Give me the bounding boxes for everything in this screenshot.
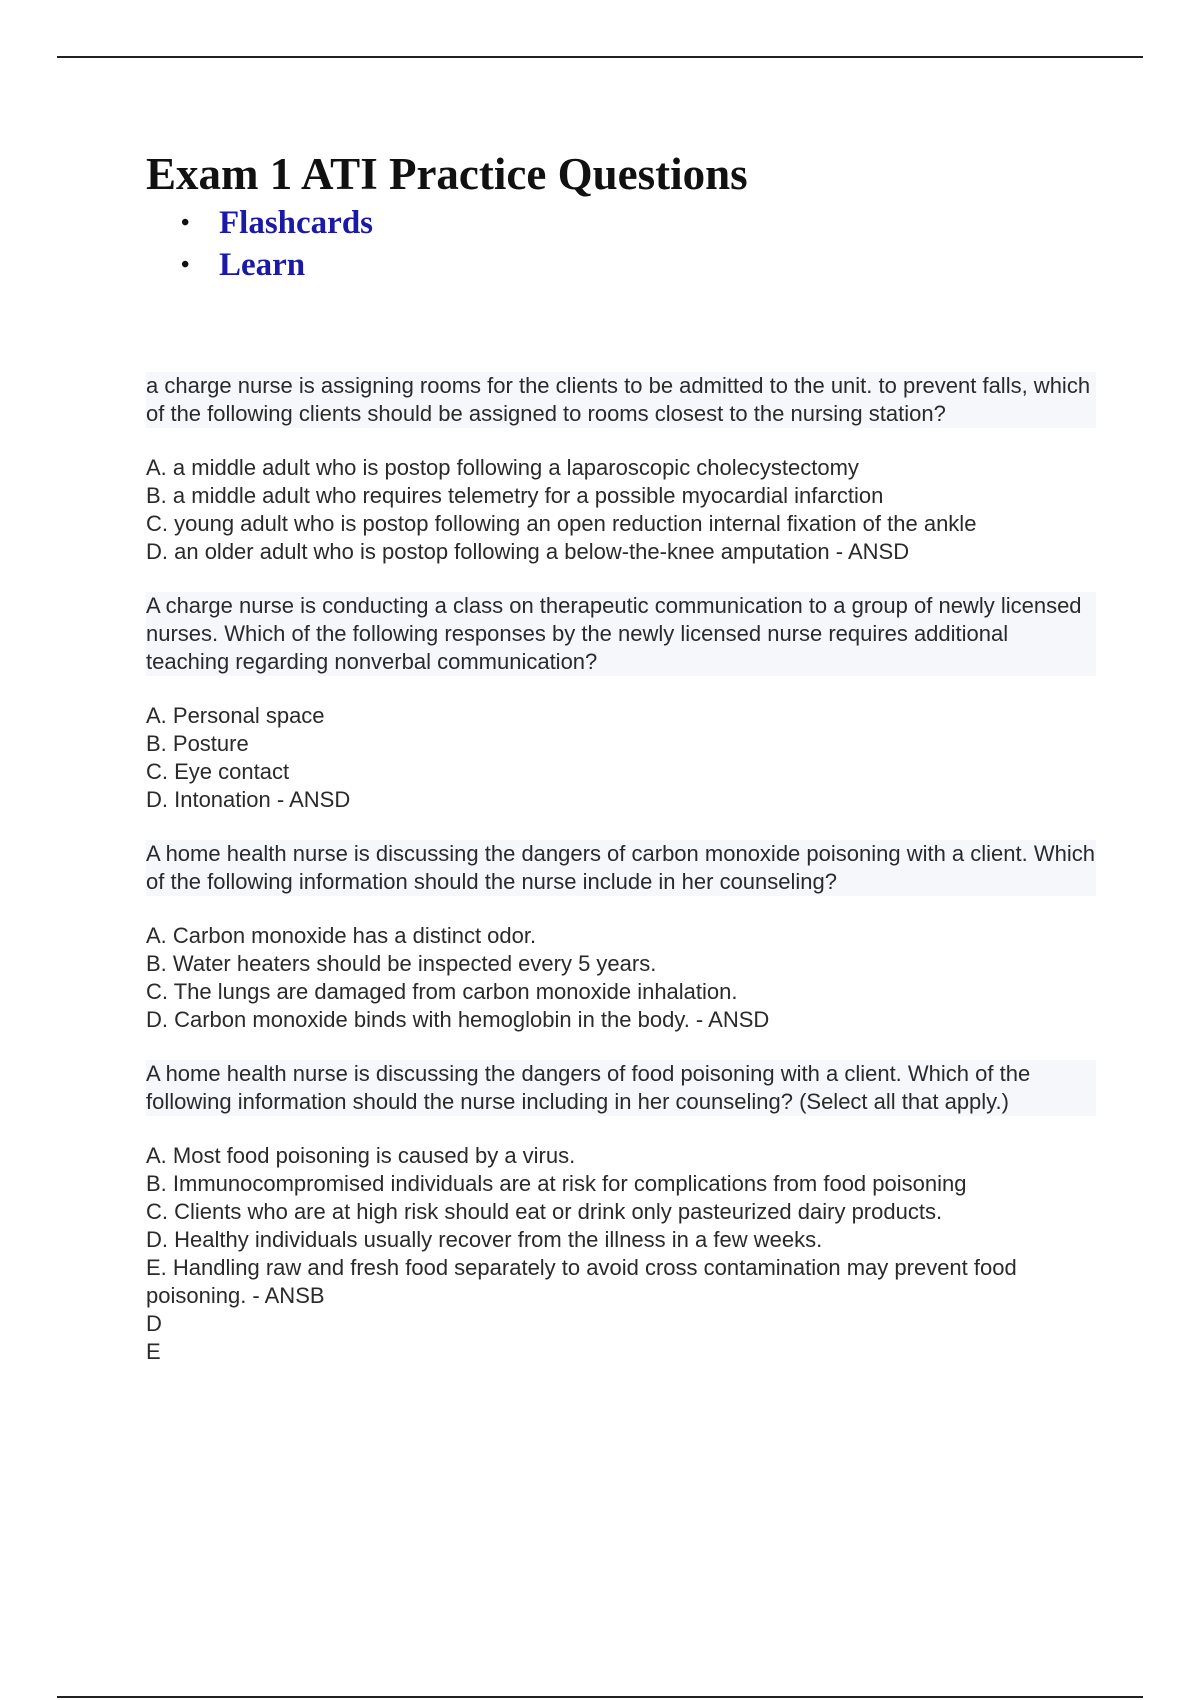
nav-item-flashcards — [181, 202, 1096, 244]
answer-option: B. a middle adult who requires telemetry for a possible myocardial infarction — [146, 483, 884, 508]
answer-options — [146, 922, 1096, 1034]
study-mode-list — [146, 202, 1096, 286]
answer-option: A. Personal space — [146, 703, 325, 728]
answer-option: D. Intonation - ANSD — [146, 787, 351, 812]
answer-option: A. Carbon monoxide has a distinct odor. — [146, 923, 537, 948]
answer-option: E. Handling raw and fresh food separately to avoid cross contamination may prevent food poisoning. - ANSB — [146, 1255, 1017, 1308]
question-text: A home health nurse is discussing the dangers of food poisoning with a client. Which of the following information should the nurse including in her counseling? (Select all that apply.) — [146, 1060, 1096, 1116]
question-block — [146, 372, 1096, 566]
nav-item-learn — [181, 244, 1096, 286]
question-text: A charge nurse is conducting a class on therapeutic communication to a group of newly licensed nurses. Which of the following responses by the newly licensed nurse requires additional teaching regarding nonverbal communication? — [146, 592, 1096, 676]
answer-options — [146, 1142, 1096, 1366]
answer-option: D. Healthy individuals usually recover from the illness in a few weeks. — [146, 1227, 823, 1252]
answer-option: A. a middle adult who is postop following a laparoscopic cholecystectomy — [146, 455, 859, 480]
question-block — [146, 1060, 1096, 1366]
answer-option: C. young adult who is postop following an open reduction internal fixation of the ankle — [146, 511, 977, 536]
answer-option: C. Eye contact — [146, 759, 290, 784]
answer-option: D — [146, 1311, 162, 1336]
answer-options — [146, 454, 1096, 566]
answer-option: C. Clients who are at high risk should eat or drink only pasteurized dairy products. — [146, 1199, 943, 1224]
answer-option: B. Immunocompromised individuals are at risk for complications from food poisoning — [146, 1171, 967, 1196]
document-title: Exam 1 ATI Practice Questions — [146, 149, 748, 199]
top-rule — [57, 56, 1143, 58]
bottom-rule — [57, 1696, 1143, 1698]
question-block — [146, 840, 1096, 1034]
question-text: a charge nurse is assigning rooms for the clients to be admitted to the unit. to prevent falls, which of the following clients should be assigned to rooms closest to the nursing station? — [146, 372, 1096, 428]
answer-option: B. Posture — [146, 731, 249, 756]
question-text: A home health nurse is discussing the dangers of carbon monoxide poisoning with a client. Which of the following information should the nurse include in her counseling? — [146, 841, 1095, 894]
bullet-icon: • — [181, 252, 190, 278]
flashcards-link[interactable]: Flashcards — [219, 205, 374, 241]
answer-option: C. The lungs are damaged from carbon monoxide inhalation. — [146, 979, 738, 1004]
answer-option: D. an older adult who is postop following a below-the-knee amputation - ANSD — [146, 539, 910, 564]
answer-option: D. Carbon monoxide binds with hemoglobin in the body. - ANSD — [146, 1007, 770, 1032]
answer-options — [146, 702, 1096, 814]
bullet-icon: • — [181, 210, 190, 236]
answer-option: E — [146, 1339, 161, 1364]
document-page — [146, 146, 1096, 1392]
learn-link[interactable]: Learn — [219, 247, 306, 283]
question-block — [146, 592, 1096, 814]
question-list — [146, 372, 1096, 1366]
answer-option: A. Most food poisoning is caused by a virus. — [146, 1143, 576, 1168]
answer-option: B. Water heaters should be inspected every 5 years. — [146, 951, 657, 976]
